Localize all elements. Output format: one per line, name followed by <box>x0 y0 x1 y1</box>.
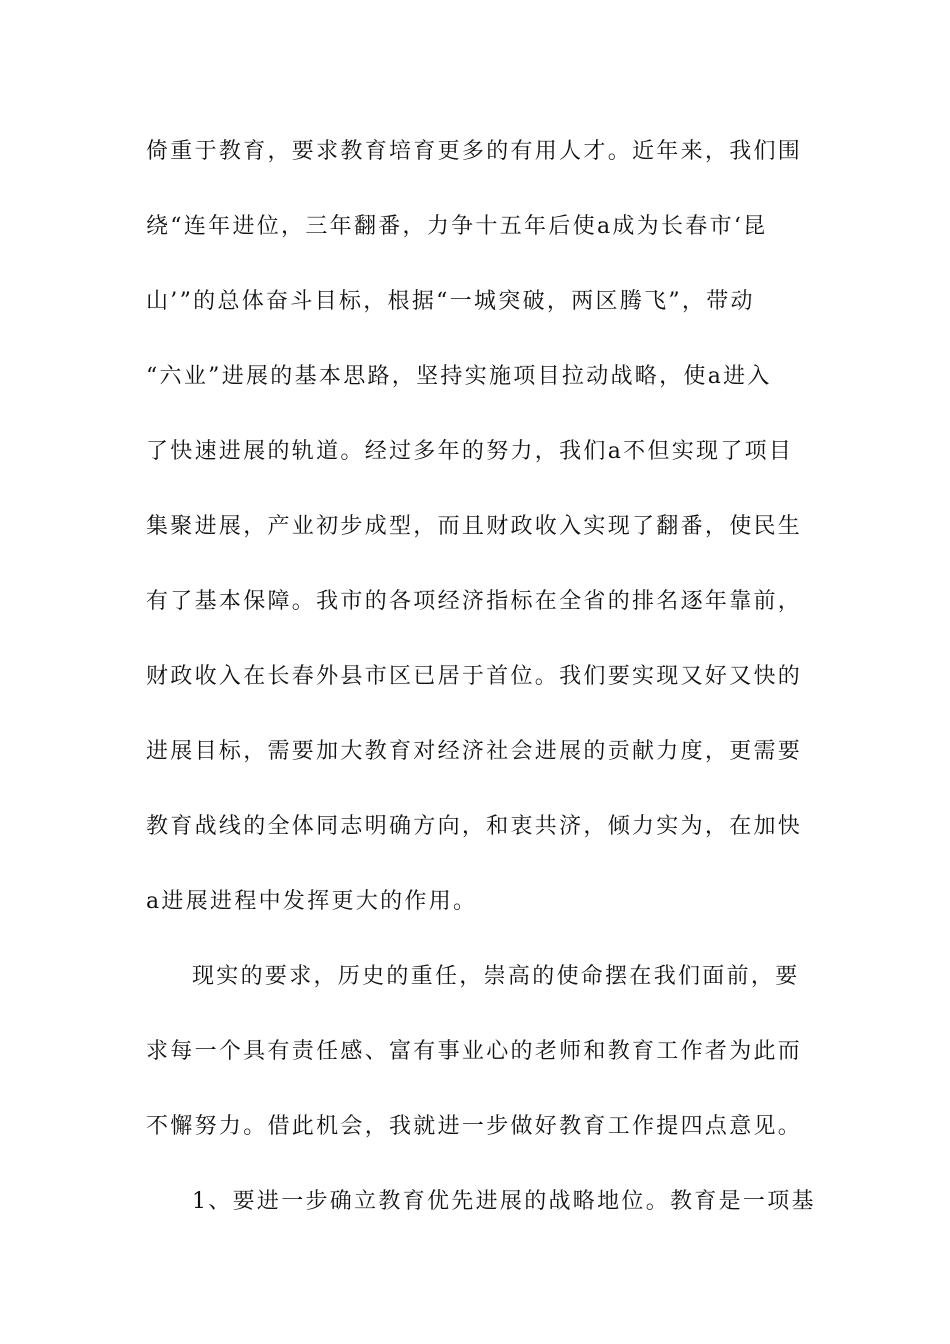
body-text <box>146 128 816 1253</box>
text-line: 集聚进展，产业初步成型，而且财政收入实现了翻番，使民生 <box>146 514 803 539</box>
text-line: 倚重于教育，要求教育培育更多的有用人才。近年来，我们围 <box>146 139 803 164</box>
text-line: 教育战线的全体同志明确方向，和衷共济，倾力实为，在加快 <box>146 814 803 839</box>
text-line: “六业”进展的基本思路，坚持实施项目拉动战略，使a进入 <box>146 364 772 389</box>
text-line: 进展目标，需要加大教育对经济社会进展的贡献力度，更需要 <box>146 739 803 764</box>
text-line: 财政收入在长春外县市区已居于首位。我们要实现又好又快的 <box>146 664 803 689</box>
text-line: 求每一个具有责任感、富有事业心的老师和教育工作者为此而 <box>146 1039 803 1064</box>
text-line: 绕“连年进位，三年翻番，力争十五年后使a成为长春市‘昆 <box>146 214 768 239</box>
text-line: a进展进程中发挥更大的作用。 <box>146 889 478 914</box>
paragraph-first-line: 1、要进一步确立教育优先进展的战略地位。教育是一项基 <box>192 1189 816 1214</box>
text-line: 有了基本保障。我市的各项经济指标在全省的排名逐年靠前， <box>146 589 803 614</box>
text-line: 了快速进展的轨道。经过多年的努力，我们a不但实现了项目 <box>146 439 794 464</box>
text-line: 不懈努力。借此机会，我就进一步做好教育工作提四点意见。 <box>146 1114 803 1139</box>
paragraph-first-line: 现实的要求，历史的重任，崇高的使命摆在我们面前，要 <box>192 964 800 989</box>
text-line: 山’”的总体奋斗目标，根据“一城突破，两区腾飞”，带动 <box>146 289 755 314</box>
